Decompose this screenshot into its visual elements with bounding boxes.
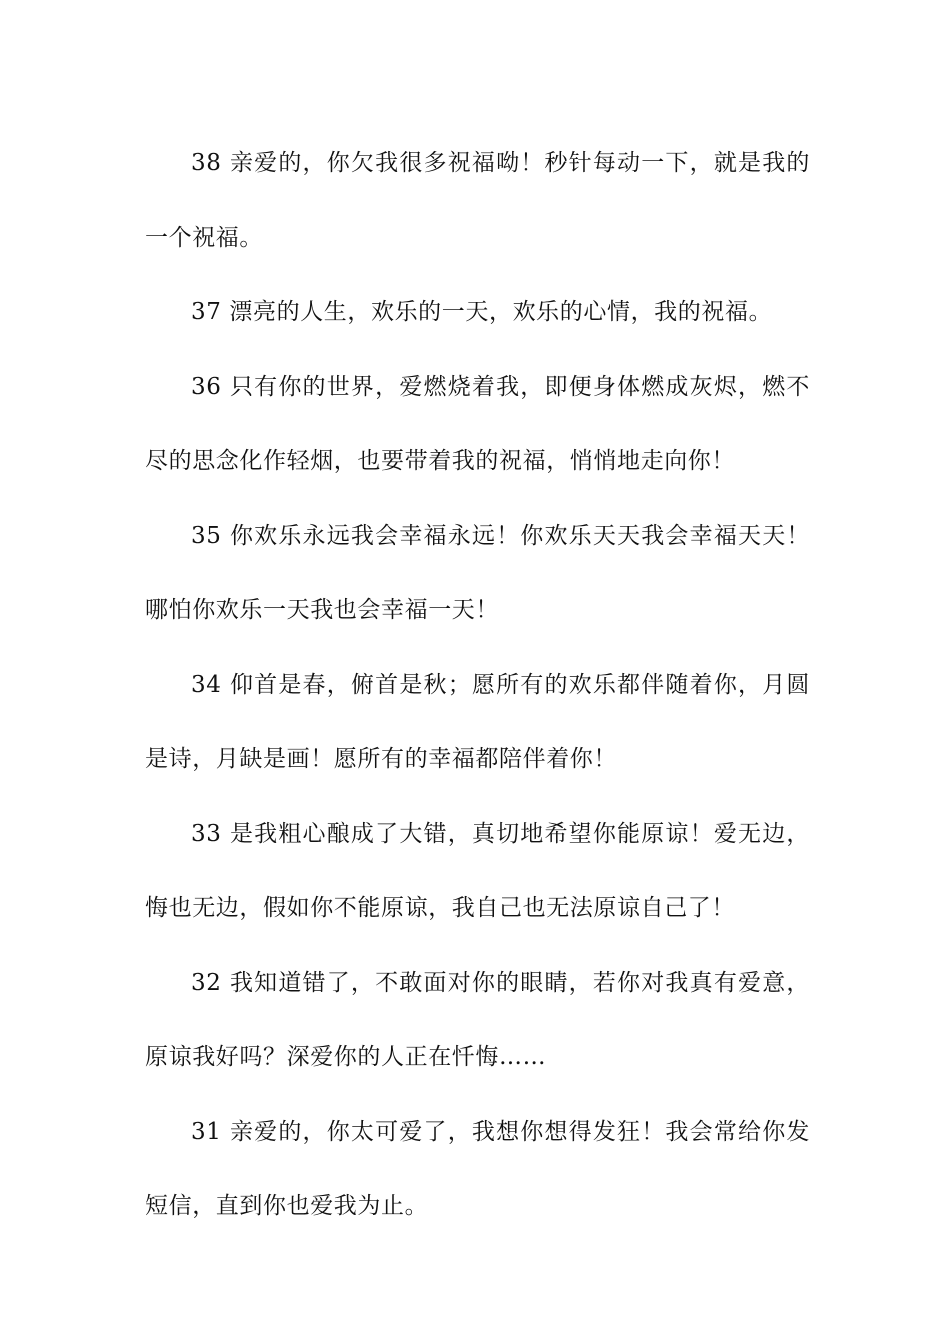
paragraph-38: 38 亲爱的，你欠我很多祝福呦！秒针每动一下，就是我的一个祝福。 — [145, 150, 810, 251]
document-body — [145, 126, 810, 1244]
paragraph-35: 35 你欢乐永远我会幸福永远！你欢乐天天我会幸福天天！哪怕你欢乐一天我也会幸福一天！ — [145, 522, 810, 623]
paragraph-33: 33 是我粗心酿成了大错，真切地希望你能原谅！爱无边，悔也无边，假如你不能原谅，我自己也无法原谅自己了！ — [145, 820, 810, 921]
paragraph-32: 32 我知道错了，不敢面对你的眼睛，若你对我真有爱意，原谅我好吗？深爱你的人正在忏悔…… — [145, 969, 810, 1070]
paragraph-34: 34 仰首是春，俯首是秋；愿所有的欢乐都伴随着你，月圆是诗，月缺是画！愿所有的幸福都陪伴着你！ — [145, 671, 810, 772]
paragraph-36: 36 只有你的世界，爱燃烧着我，即便身体燃成灰烬，燃不尽的思念化作轻烟，也要带着我的祝福，悄悄地走向你！ — [145, 373, 810, 474]
paragraph-31: 31 亲爱的，你太可爱了，我想你想得发狂！我会常给你发短信，直到你也爱我为止。 — [145, 1118, 810, 1219]
paragraph-37: 37 漂亮的人生，欢乐的一天，欢乐的心情，我的祝福。 — [191, 299, 773, 325]
